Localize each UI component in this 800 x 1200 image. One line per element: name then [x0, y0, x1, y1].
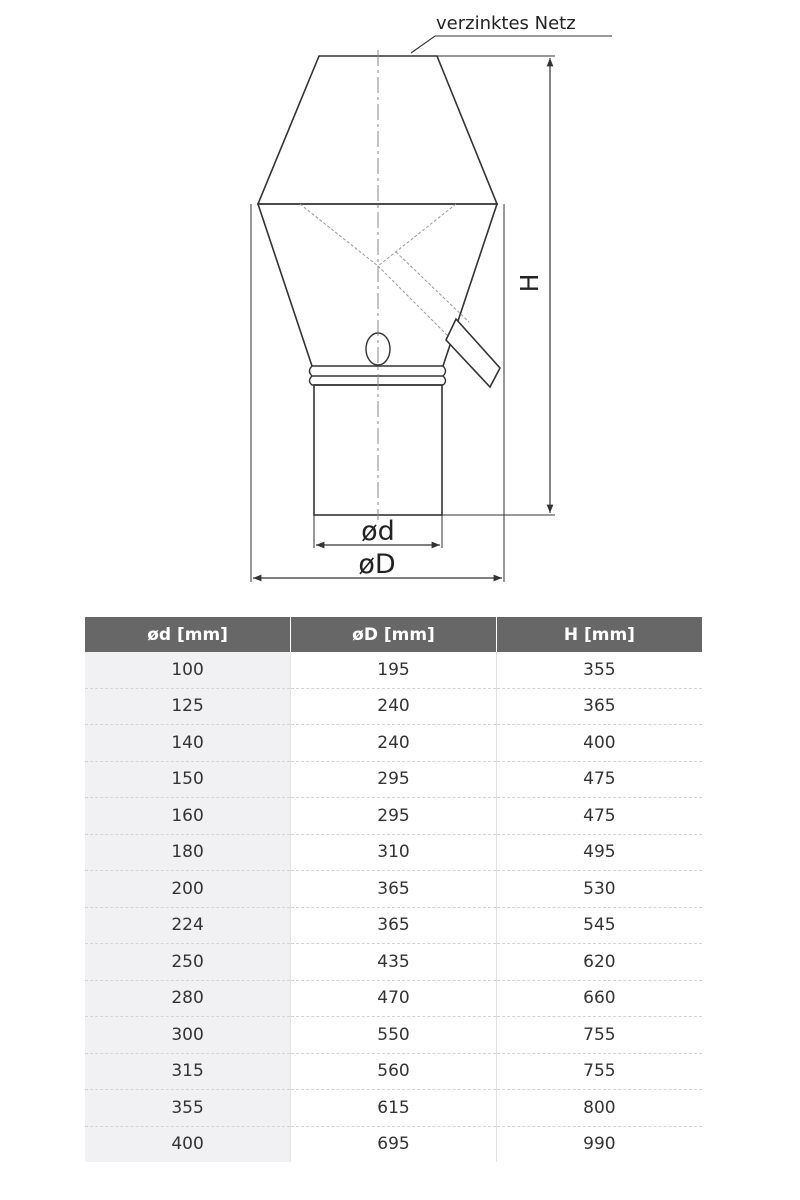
- cell-D: 550: [291, 1017, 497, 1054]
- cell-D: 560: [291, 1053, 497, 1090]
- cell-d: 355: [85, 1090, 291, 1127]
- table-row: [85, 834, 702, 871]
- cell-d: 125: [85, 688, 291, 725]
- cell-D: 365: [291, 871, 497, 908]
- table-row: [85, 688, 702, 725]
- cell-H: 620: [496, 944, 702, 981]
- cell-H: 755: [496, 1017, 702, 1054]
- cell-D: 435: [291, 944, 497, 981]
- column-header-D: øD [mm]: [291, 617, 497, 652]
- net-leader-line: [411, 36, 612, 53]
- cell-d: 150: [85, 761, 291, 798]
- cell-d: 250: [85, 944, 291, 981]
- cell-d: 224: [85, 907, 291, 944]
- cell-d: 300: [85, 1017, 291, 1054]
- table-row: [85, 1090, 702, 1127]
- dimension-d-label: ød: [361, 516, 395, 547]
- cell-D: 240: [291, 725, 497, 762]
- outlet-spout: [446, 319, 500, 387]
- cell-H: 365: [496, 688, 702, 725]
- cell-D: 695: [291, 1126, 497, 1162]
- cell-d: 400: [85, 1126, 291, 1162]
- table-row: [85, 1053, 702, 1090]
- cell-H: 355: [496, 652, 702, 688]
- table-row: [85, 798, 702, 835]
- cell-H: 545: [496, 907, 702, 944]
- cell-d: 200: [85, 871, 291, 908]
- table-body: [85, 652, 702, 1162]
- dimension-table: [85, 617, 702, 1162]
- cell-d: 280: [85, 980, 291, 1017]
- cell-H: 475: [496, 798, 702, 835]
- cell-H: 400: [496, 725, 702, 762]
- cell-H: 530: [496, 871, 702, 908]
- table-row: [85, 1017, 702, 1054]
- dimension-H-label: H: [515, 273, 544, 293]
- table-row: [85, 652, 702, 688]
- cell-D: 365: [291, 907, 497, 944]
- cell-D: 295: [291, 798, 497, 835]
- cell-H: 660: [496, 980, 702, 1017]
- cell-d: 140: [85, 725, 291, 762]
- table-row: [85, 761, 702, 798]
- net-label: verzinktes Netz: [436, 13, 576, 34]
- cell-H: 495: [496, 834, 702, 871]
- hidden-inner-lines: [300, 204, 469, 340]
- cell-H: 755: [496, 1053, 702, 1090]
- cell-d: 180: [85, 834, 291, 871]
- table-row: [85, 725, 702, 762]
- table-row: [85, 907, 702, 944]
- cell-H: 800: [496, 1090, 702, 1127]
- dimension-D-label: øD: [358, 549, 396, 580]
- cell-D: 240: [291, 688, 497, 725]
- cell-D: 195: [291, 652, 497, 688]
- cell-d: 315: [85, 1053, 291, 1090]
- cell-d: 160: [85, 798, 291, 835]
- table-row: [85, 871, 702, 908]
- table-row: [85, 944, 702, 981]
- table-header-row: [85, 617, 702, 652]
- cell-d: 100: [85, 652, 291, 688]
- table-row: [85, 980, 702, 1017]
- column-header-d: ød [mm]: [85, 617, 291, 652]
- table-row: [85, 1126, 702, 1162]
- cell-D: 470: [291, 980, 497, 1017]
- cell-D: 615: [291, 1090, 497, 1127]
- cell-H: 475: [496, 761, 702, 798]
- cell-D: 310: [291, 834, 497, 871]
- cell-H: 990: [496, 1126, 702, 1162]
- cell-D: 295: [291, 761, 497, 798]
- column-header-H: H [mm]: [496, 617, 702, 652]
